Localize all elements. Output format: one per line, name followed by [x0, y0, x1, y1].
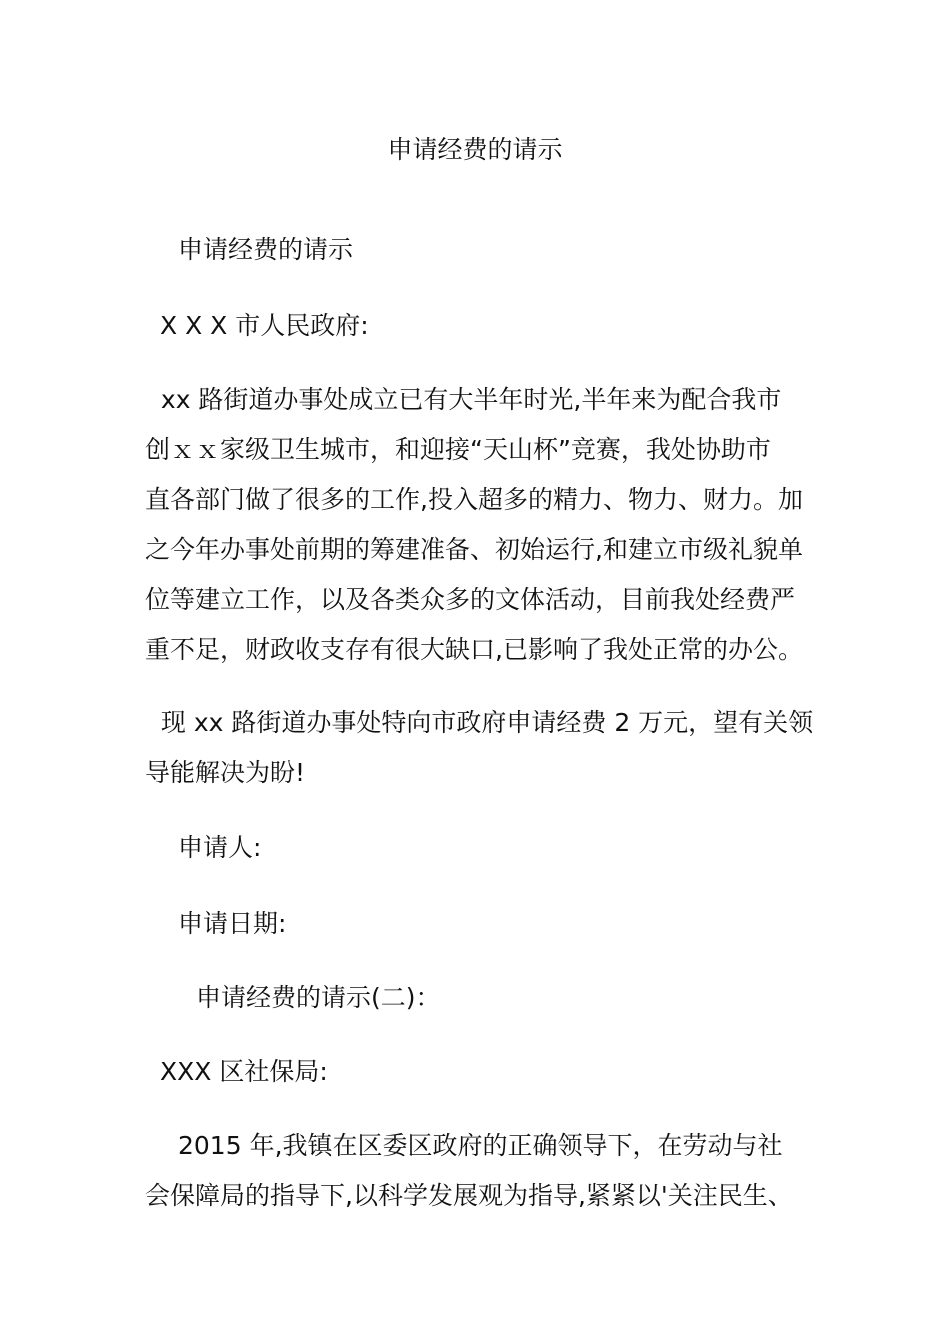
paragraph-line: 导能解决为盼! — [145, 758, 306, 787]
body-paragraph-1 — [145, 375, 810, 675]
addressee-line: X X X 市人民政府: — [160, 311, 369, 340]
applicant-label: 申请人: — [178, 833, 262, 862]
paragraph-line: 重不足，财政收支存有很大缺口,已影响了我处正常的办公。 — [145, 635, 803, 664]
paragraph-line: 创ｘｘ家级卫生城市，和迎接“天山杯”竞赛，我处协助市 — [145, 435, 771, 464]
date-label: 申请日期: — [178, 909, 287, 938]
section-heading-2: 申请经费的请示(二)： — [196, 983, 441, 1012]
body-paragraph-3 — [145, 1121, 818, 1221]
addressee-line-2: XXX 区社保局: — [160, 1057, 328, 1086]
body-paragraph-2 — [145, 698, 814, 798]
paragraph-line: xx 路街道办事处成立已有大半年时光,半年来为配合我市 — [145, 385, 782, 414]
paragraph-line: 会保障局的指导下,以科学发展观为指导,紧紧以'关注民生、 — [145, 1181, 793, 1210]
paragraph-line: 之今年办事处前期的筹建准备、初始运行,和建立市级礼貌单 — [145, 535, 803, 564]
section-heading: 申请经费的请示 — [178, 235, 354, 264]
paragraph-line: 现 xx 路街道办事处特向市政府申请经费 2 万元，望有关领 — [145, 708, 814, 737]
paragraph-line: 直各部门做了很多的工作,投入超多的精力、物力、财力。加 — [145, 485, 803, 514]
paragraph-line: 位等建立工作，以及各类众多的文体活动，目前我处经费严 — [145, 585, 796, 614]
paragraph-line: 2015 年,我镇在区委区政府的正确领导下，在劳动与社 — [178, 1131, 783, 1160]
document-title: 申请经费的请示 — [387, 135, 563, 164]
